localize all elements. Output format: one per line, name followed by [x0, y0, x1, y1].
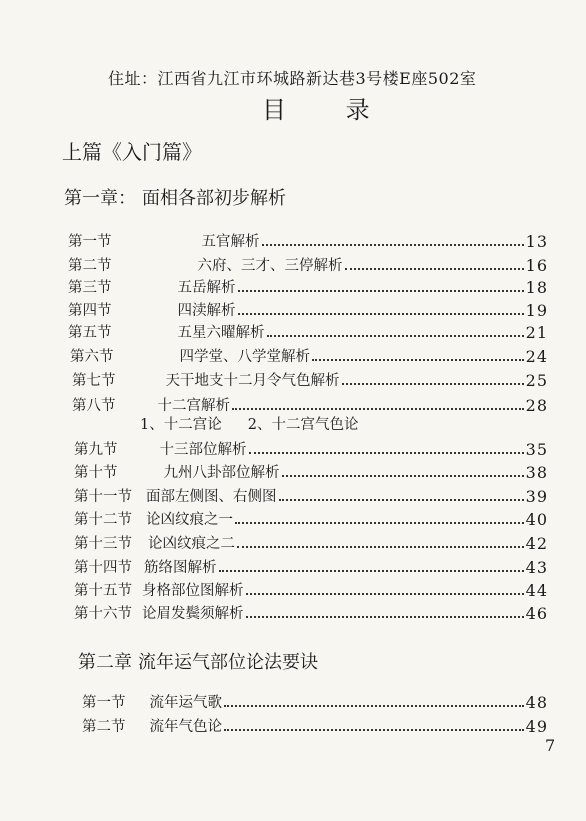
toc-entry	[74, 437, 548, 459]
toc-entry	[74, 555, 548, 577]
page-ref: 35	[525, 440, 548, 459]
chapter-heading-2	[78, 648, 318, 674]
section-number: 第十节	[74, 465, 118, 481]
section-title: 论凶纹痕之一	[146, 512, 233, 528]
section-number: 第十五节	[74, 583, 132, 599]
page-ref: 49	[525, 717, 548, 736]
dot-leader	[219, 570, 524, 572]
section-number: 第二节	[68, 258, 112, 274]
dot-leader	[345, 268, 524, 270]
section-number: 第十一节	[74, 489, 132, 505]
section-title: 九州八卦部位解析	[163, 465, 280, 481]
section-title: 六府、三才、三停解析	[197, 258, 343, 274]
dot-leader	[224, 729, 524, 731]
section-number: 第十六节	[74, 606, 132, 622]
page-ref: 40	[525, 510, 548, 529]
page-ref: 43	[525, 558, 548, 577]
toc-entry	[68, 275, 548, 297]
section-number: 第八节	[72, 398, 116, 414]
page-ref: 46	[525, 604, 548, 623]
toc-entry	[74, 531, 548, 553]
section-number: 第十四节	[74, 560, 132, 576]
section-title: 十二宫解析	[157, 398, 230, 414]
section-number: 第九节	[74, 442, 118, 458]
toc-entry	[68, 320, 548, 342]
toc-entry	[72, 368, 548, 390]
section-number: 第二节	[82, 719, 126, 735]
toc-entry	[68, 253, 548, 275]
section-title: 流年气色论	[149, 719, 222, 735]
section-number: 第十二节	[74, 512, 132, 528]
dot-leader	[262, 244, 524, 246]
page-ref: 19	[525, 301, 548, 320]
section-number: 第五节	[68, 325, 112, 341]
page-ref: 38	[525, 463, 548, 482]
section-number: 第一节	[82, 695, 126, 711]
page-ref: 21	[525, 323, 548, 342]
chapter-label: 第二章	[78, 652, 132, 673]
section-number: 第三节	[68, 280, 112, 296]
dot-leader	[235, 522, 524, 524]
section-title: 流年运气歌	[149, 695, 222, 711]
chapter-heading-1	[64, 184, 286, 210]
toc-entry	[68, 298, 548, 320]
toc-entry	[74, 484, 548, 506]
toc-entry	[82, 714, 548, 736]
chapter-title: 流年运气部位论法要诀	[138, 652, 318, 673]
section-title: 五官解析	[201, 234, 260, 250]
section-number: 第七节	[72, 373, 116, 389]
section-number: 第十三节	[74, 536, 132, 552]
section-title: 筋络图解析	[144, 560, 217, 576]
dot-leader	[279, 499, 524, 501]
section-title: 天干地支十二月令气色解析	[165, 373, 340, 389]
toc-entry	[74, 507, 548, 529]
toc-entry	[68, 229, 548, 251]
page-ref: 25	[525, 371, 548, 390]
dot-leader	[342, 383, 524, 385]
dot-leader	[249, 452, 524, 454]
dot-leader	[238, 290, 524, 292]
subitem: 2、十二宫气色论	[247, 417, 359, 433]
section-title: 面部左侧图、右侧图	[146, 489, 277, 505]
dot-leader	[246, 593, 524, 595]
section-number: 第一节	[68, 234, 112, 250]
dot-leader	[224, 705, 524, 707]
page-title: 目 录	[262, 96, 396, 124]
section-subitems	[140, 413, 358, 434]
page-number: 7	[545, 736, 556, 755]
toc-entry	[82, 690, 548, 712]
chapter-label: 第一章：	[64, 188, 136, 209]
toc-entry	[74, 578, 548, 600]
part-title: 上篇《入门篇》	[62, 140, 202, 164]
page-ref: 18	[525, 278, 548, 297]
chapter-title: 面相各部初步解析	[142, 188, 286, 209]
section-title: 论凶纹痕之二	[148, 536, 235, 552]
dot-leader	[232, 408, 524, 410]
section-number: 第四节	[68, 303, 112, 319]
page-ref: 13	[525, 232, 548, 251]
section-title: 四渎解析	[177, 303, 236, 319]
section-title: 四学堂、八学堂解析	[179, 349, 310, 365]
dot-leader	[282, 475, 524, 477]
dot-leader	[237, 546, 524, 548]
section-title: 论眉发鬓须解析	[142, 606, 244, 622]
address-line: 住址：江西省九江市环城路新达巷3号楼E座502室	[108, 69, 477, 88]
dot-leader	[246, 616, 524, 618]
section-title: 身格部位图解析	[142, 583, 244, 599]
page-ref: 44	[525, 581, 548, 600]
dot-leader	[312, 359, 524, 361]
toc-entry	[74, 460, 548, 482]
page-ref: 48	[525, 693, 548, 712]
page-ref: 24	[525, 347, 548, 366]
page-ref: 42	[525, 534, 548, 553]
section-title: 五星六曜解析	[177, 325, 265, 341]
toc-entry	[74, 601, 548, 623]
subitem: 1、十二宫论	[140, 417, 222, 433]
section-title: 五岳解析	[177, 280, 236, 296]
section-number: 第六节	[70, 349, 114, 365]
section-title: 十三部位解析	[159, 442, 247, 458]
toc-entry	[70, 344, 548, 366]
page-ref: 28	[525, 396, 548, 415]
toc-entry	[72, 393, 548, 415]
page-ref: 16	[525, 256, 548, 275]
dot-leader	[267, 335, 524, 337]
dot-leader	[238, 313, 524, 315]
page-ref: 39	[525, 487, 548, 506]
